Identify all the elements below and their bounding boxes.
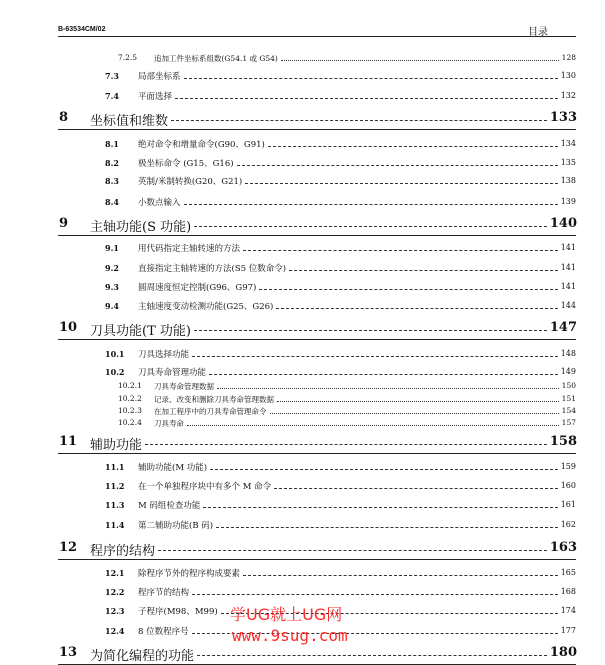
- toc-subsection-row[interactable]: [0, 406, 605, 418]
- toc-page-number: 160: [560, 481, 576, 490]
- chapter-rule: [58, 559, 576, 560]
- toc-page-number: 149: [560, 367, 576, 376]
- toc-title: 主轴功能(S 功能): [90, 220, 192, 235]
- toc-number: 11: [59, 434, 78, 449]
- toc-subsection-row[interactable]: [0, 53, 605, 65]
- toc-page-number: 135: [560, 158, 576, 167]
- toc-leader-dots: [237, 165, 558, 166]
- toc-page-number: 128: [561, 53, 576, 62]
- toc-section-row[interactable]: [0, 262, 605, 274]
- toc-title: 绝对命令和增量命令(G90、G91): [138, 140, 265, 150]
- toc-number: 13: [59, 645, 78, 660]
- toc-number: 9: [59, 216, 69, 231]
- toc-leader-dots: [281, 60, 559, 61]
- toc-leader-dots: [216, 527, 558, 528]
- toc-number: 9.3: [105, 282, 119, 292]
- toc-page-number: 163: [549, 540, 577, 555]
- toc-number: 12.3: [105, 606, 125, 616]
- toc-section-row[interactable]: [0, 242, 605, 254]
- toc-number: 8.1: [105, 139, 119, 149]
- toc-leader-dots: [197, 655, 547, 656]
- toc-title: 刀具选择功能: [138, 350, 190, 360]
- toc-leader-dots: [245, 183, 558, 184]
- toc-number: 7.2.5: [118, 53, 138, 62]
- toc-page-number: 158: [549, 434, 577, 449]
- toc-page-number: 159: [560, 462, 576, 471]
- toc-title: 为简化编程的功能: [90, 649, 195, 664]
- toc-number: 8.4: [105, 197, 119, 207]
- toc-title: 程序的结构: [90, 544, 156, 559]
- toc-subsection-row[interactable]: [0, 418, 605, 430]
- toc-number: 9.1: [105, 243, 119, 253]
- toc-leader-dots: [209, 374, 558, 375]
- toc-title: 辅助功能: [90, 438, 143, 453]
- toc-title: 圆周速度恒定控制(G96、G97): [138, 283, 257, 293]
- toc-leader-dots: [277, 401, 559, 402]
- toc-page-number: 141: [560, 263, 576, 272]
- toc-page-number: 157: [561, 418, 576, 427]
- toc-page-number: 150: [561, 381, 576, 390]
- toc-section-row[interactable]: [0, 196, 605, 208]
- toc-page-number: 138: [560, 176, 576, 185]
- chapter-rule: [58, 453, 576, 454]
- toc-section-row[interactable]: [0, 499, 605, 511]
- header-rule: [58, 36, 576, 37]
- toc-leader-dots: [158, 550, 547, 551]
- toc-leader-dots: [184, 78, 558, 79]
- toc-section-row[interactable]: [0, 157, 605, 169]
- toc-section-row[interactable]: [0, 281, 605, 293]
- toc-title: 除程序节外的程序构成要素: [138, 569, 241, 579]
- toc-number: 7.3: [105, 71, 119, 81]
- toc-page-number: 148: [560, 349, 576, 358]
- toc-number: 12.1: [105, 568, 125, 578]
- toc-leader-dots: [187, 425, 559, 426]
- toc-title: 极坐标命令 (G15、G16): [138, 159, 234, 169]
- toc-page-number: 133: [549, 110, 577, 125]
- toc-page-number: 180: [549, 645, 577, 660]
- toc-page-number: 141: [560, 243, 576, 252]
- toc-title: 第二辅助功能(B 码): [138, 521, 214, 531]
- toc-title: 子程序(M98、M99): [138, 607, 218, 617]
- toc-section-row[interactable]: [0, 300, 605, 312]
- toc-leader-dots: [270, 413, 559, 414]
- toc-section-row[interactable]: [0, 480, 605, 492]
- toc-title: 直接指定主轴转速的方法(S5 位数命令): [138, 264, 287, 274]
- toc-leader-dots: [243, 575, 558, 576]
- toc-title: 刀具寿命: [154, 419, 184, 428]
- toc-leader-dots: [192, 356, 558, 357]
- toc-leader-dots: [276, 308, 558, 309]
- toc-title: 刀具功能(T 功能): [90, 324, 191, 339]
- toc-number: 10.2.1: [118, 381, 142, 390]
- toc-number: 11.1: [105, 462, 125, 472]
- toc-chapter-row[interactable]: [0, 645, 605, 665]
- toc-chapter-row[interactable]: [0, 540, 605, 560]
- toc-number: 10.2: [105, 367, 125, 377]
- toc-leader-dots: [210, 469, 558, 470]
- toc-page-number: 141: [560, 282, 576, 291]
- toc-page-number: 161: [560, 500, 576, 509]
- toc-title: 记录、改变和删除刀具寿命管理数据: [154, 395, 274, 404]
- toc-section-row[interactable]: [0, 175, 605, 187]
- toc-title: 小数点输入: [138, 198, 181, 208]
- toc-title: 局部坐标系: [138, 72, 181, 82]
- toc-title: 追加工件坐标系组数(G54.1 或 G54): [154, 54, 278, 63]
- toc-number: 11.4: [105, 520, 125, 530]
- toc-number: 8.3: [105, 176, 119, 186]
- toc-leader-dots: [243, 250, 558, 251]
- watermark: [230, 602, 390, 646]
- toc-section-row[interactable]: [0, 567, 605, 579]
- toc-leader-dots: [274, 488, 558, 489]
- toc-title: 在加工程序中的刀具寿命管理命令: [154, 407, 267, 416]
- toc-title: 8 位数程序号: [138, 627, 189, 637]
- toc-title: 刀具寿命管理数据: [154, 382, 214, 391]
- toc-number: 10.2.3: [118, 406, 142, 415]
- toc-title: 坐标值和维数: [90, 114, 169, 129]
- toc-page-number: 132: [560, 91, 576, 100]
- toc-title: 在一个单独程序块中有多个 M 命令: [138, 482, 272, 492]
- toc-page-number: 134: [560, 139, 576, 148]
- toc-leader-dots: [171, 120, 547, 121]
- toc-subsection-row[interactable]: [0, 381, 605, 393]
- toc-number: 11.3: [105, 500, 125, 510]
- toc-section-row[interactable]: [0, 366, 605, 378]
- toc-section-row[interactable]: [0, 138, 605, 150]
- toc-leader-dots: [175, 98, 558, 99]
- toc-page-number: 151: [561, 394, 576, 403]
- toc-number: 8: [59, 110, 69, 125]
- toc-page-number: 147: [549, 320, 577, 335]
- toc-title: 主轴速度变动检测功能(G25、G26): [138, 302, 274, 312]
- toc-chapter-row[interactable]: [0, 320, 605, 340]
- toc-page-number: 140: [549, 216, 577, 231]
- toc-number: 10: [59, 320, 78, 335]
- toc-subsection-row[interactable]: [0, 394, 605, 406]
- toc-title: 辅助功能(M 功能): [138, 463, 208, 473]
- toc-leader-dots: [289, 270, 558, 271]
- page-header: [0, 0, 605, 40]
- toc-title: 英制/米制转换(G20、G21): [138, 177, 243, 187]
- toc-number: 12.2: [105, 587, 125, 597]
- chapter-rule: [58, 235, 576, 236]
- toc-section-row[interactable]: [0, 461, 605, 473]
- toc-section-row[interactable]: [0, 586, 605, 598]
- toc-leader-dots: [192, 594, 558, 595]
- toc-page-number: 165: [560, 568, 576, 577]
- toc-number: 12: [59, 540, 78, 555]
- toc-page-number: 139: [560, 197, 576, 206]
- toc-leader-dots: [203, 507, 558, 508]
- watermark-url: www.9sug.com: [232, 626, 348, 645]
- toc-number: 10.1: [105, 349, 125, 359]
- watermark-text: 学UG就上UG网: [230, 605, 343, 624]
- toc-section-row[interactable]: [0, 90, 605, 102]
- toc-leader-dots: [217, 388, 559, 389]
- toc-number: 7.4: [105, 91, 119, 101]
- toc-leader-dots: [194, 330, 547, 331]
- toc-number: 10.2.4: [118, 418, 142, 427]
- toc-leader-dots: [145, 444, 547, 445]
- toc-page-number: 177: [560, 626, 576, 635]
- toc-chapter-row[interactable]: [0, 110, 605, 130]
- toc-title: M 码组检查功能: [138, 501, 201, 511]
- toc-chapter-row[interactable]: [0, 216, 605, 236]
- section-title: 目录: [528, 27, 548, 38]
- toc-page-number: 144: [560, 301, 576, 310]
- chapter-rule: [58, 129, 576, 130]
- toc-number: 8.2: [105, 158, 119, 168]
- toc-number: 9.2: [105, 263, 119, 273]
- toc-title: 用代码指定主轴转速的方法: [138, 244, 241, 254]
- toc-page-number: 130: [560, 71, 576, 80]
- toc-title: 程序节的结构: [138, 588, 190, 598]
- toc-section-row[interactable]: [0, 70, 605, 82]
- document-id: B-63534CM/02: [58, 26, 106, 33]
- toc-leader-dots: [259, 289, 558, 290]
- toc-leader-dots: [268, 146, 558, 147]
- toc-page-number: 154: [561, 406, 576, 415]
- toc-number: 9.4: [105, 301, 119, 311]
- toc-page-number: 174: [560, 606, 576, 615]
- toc-section-row[interactable]: [0, 348, 605, 360]
- chapter-rule: [58, 339, 576, 340]
- toc-leader-dots: [184, 204, 558, 205]
- toc-number: 10.2.2: [118, 394, 142, 403]
- toc-chapter-row[interactable]: [0, 434, 605, 454]
- toc-section-row[interactable]: [0, 519, 605, 531]
- toc-number: 12.4: [105, 626, 125, 636]
- toc-leader-dots: [194, 226, 547, 227]
- toc-page-number: 168: [560, 587, 576, 596]
- toc-title: 刀具寿命管理功能: [138, 368, 207, 378]
- toc-title: 平面选择: [138, 92, 173, 102]
- toc-number: 11.2: [105, 481, 125, 491]
- toc-page-number: 162: [560, 520, 576, 529]
